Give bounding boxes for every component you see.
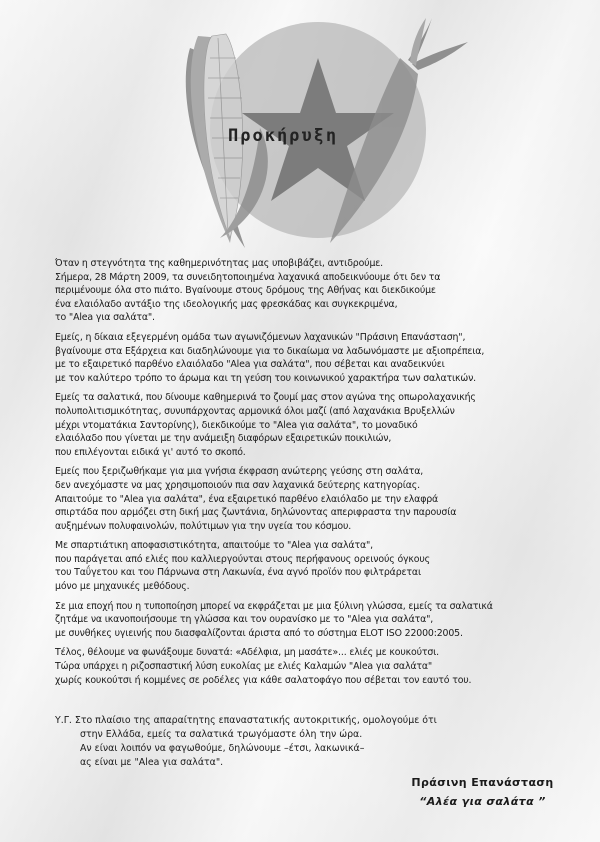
paragraph-1 [55,257,565,325]
paragraph-2 [55,331,565,385]
page-title: Προκήρυξη [228,126,339,146]
text-line: Σήμερα, 28 Μάρτη 2009, τα συνειδητοποιημένα λαχανικά αποδεικνύουμε ότι δεν τα [55,271,441,283]
text-line: Εμείς, η δίκαια εξεγερμένη ομάδα των αγωνιζόμενων λαχανικών "Πράσινη Επανάσταση", [55,331,466,343]
text-line: Με σπαρτιάτικη αποφασιστικότητα, απαιτούμε το "Alea για σαλάτα", [55,540,373,552]
text-line: Σε μια εποχή που η τυποποίηση μπορεί να εκφράζεται με μια ξύλινη γλώσσα, εμείς τα σαλατικά [55,600,493,612]
signature-slogan: “Αλέα για σαλάτα ” [419,795,546,808]
text-line: το "Alea για σαλάτα". [55,312,155,324]
paragraph-3 [55,391,565,459]
text-line: Εμείς που ξεριζωθήκαμε για μια γνήσια έκφραση ανώτερης γεύσης στη σαλάτα, [55,466,424,478]
text-line: Όταν η στεγνότητα της καθημερινότητας μας υποβιβάζει, αντιδρούμε. [55,258,384,269]
text-line: περιμένουμε όλα στο πιάτο. Βγαίνουμε στους δρόμους της Αθήνας και διεκδικούμε [55,285,436,297]
text-line: Τέλος, θέλουμε να φωνάξουμε δυνατά: «Αδέλφια, μη μασάτε»... ελιές με κουκούτσι. [55,647,439,659]
proclamation-body [55,257,565,693]
postscript-line: Αν είναι λοιπόν να φαγωθούμε, δηλώνουμε –έτσι, λακωνικά– [80,743,365,754]
text-line: αυξημένων πολυφαινολών, πολύτιμων για την υγεία του κόσμου. [55,520,352,532]
postscript-line: Υ.Γ. Στο πλαίσιο της απαραίτητης επαναστατικής αυτοκριτικής, ομολογούμε ότι [55,715,437,726]
text-line: που επιλέγονται ειδικά γι' αυτό το σκοπό. [55,446,246,458]
paragraph-4 [55,465,565,533]
text-line: μόνο με μηχανικές μεθόδους. [55,581,190,593]
paragraph-5 [55,539,565,593]
postscript-line: ας είναι με "Alea για σαλάτα". [80,757,224,768]
text-line: Εμείς τα σαλατικά, που δίνουμε καθημερινά το ζουμί μας στον αγώνα της οπωρολαχανικής [55,392,476,404]
text-line: μέχρι ντοματάκια Σαντορίνης), διεκδικούμε το "Alea για σαλάτα", το μοναδικό [55,419,418,431]
text-line: ζητάμε να ικανοποιήσουμε τη γλώσσα και τον ουρανίσκο με το "Alea για σαλάτα", [55,614,434,626]
paragraph-6 [55,600,565,641]
text-line: Τώρα υπάρχει η ριζοσπαστική λύση ευκολίας με ελιές Καλαμών "Alea για σαλάτα" [55,661,433,673]
text-line: πολυπολιτισμικότητας, συνυπάρχοντας αρμονικά όλοι μαζί (από λαχανάκια Βρυξελλών [55,405,455,417]
text-line: του Ταΰγετου και του Πάρνωνα στη Λακωνία, ένα αγνό προϊόν που φιλτράρεται [55,567,421,579]
text-line: που παράγεται από ελιές που καλλιεργούνται στους περήφανους ορεινούς όγκους [55,553,431,565]
signature-group: Πράσινη Επανάσταση [411,776,554,789]
text-line: χωρίς κουκούτσι ή κομμένες σε ροδέλες για κάθε σαλατοφάγο που σέβεται τον εαυτό του. [55,674,472,686]
paragraph-7 [55,646,565,687]
text-line: σπιρτάδα που αρμόζει στη δική μας ζωντάνια, δηλώνοντας απεριφραστα την παρουσία [55,507,457,519]
text-line: με τον καλύτερο τρόπο το άρωμα και τη γεύση του κοινωνικού χαρακτήρα των σαλατικών. [55,372,476,384]
text-line: βγαίνουμε στα Εξάρχεια και διαδηλώνουμε για το δικαίωμα να λαδωνόμαστε με αξιοπρέπεια, [55,345,485,357]
text-line: με συνθήκες υγιεινής που διασφαλίζονται άριστα από το σύστημα ELOT ISO 22000:2005. [55,627,463,639]
signature [395,773,570,811]
text-line: δεν ανεχόμαστε να μας χρησιμοποιούν πια σαν λαχανικά δεύτερης κατηγορίας. [55,479,420,491]
postscript-line: στην Ελλάδα, εμείς τα σαλατικά τρωγόμαστε όλη την ώρα. [80,729,363,740]
text-line: ένα ελαιόλαδο αντάξιο της ιδεολογικής μας φρεσκάδας και συγκεκριμένα, [55,298,398,310]
text-line: ελαιόλαδο που γίνεται με την ανάμειξη διαφόρων εξαιρετικών ποικιλιών, [55,433,392,445]
postscript [55,714,565,770]
text-line: Απαιτούμε το "Alea για σαλάτα", ένα εξαιρετικό παρθένο ελαιόλαδο με την ελαφρά [55,493,439,505]
text-line: με το εξαιρετικό παρθένο ελαιόλαδο "Alea για σαλάτα", που σέβεται και αναδεικνύει [55,359,445,371]
